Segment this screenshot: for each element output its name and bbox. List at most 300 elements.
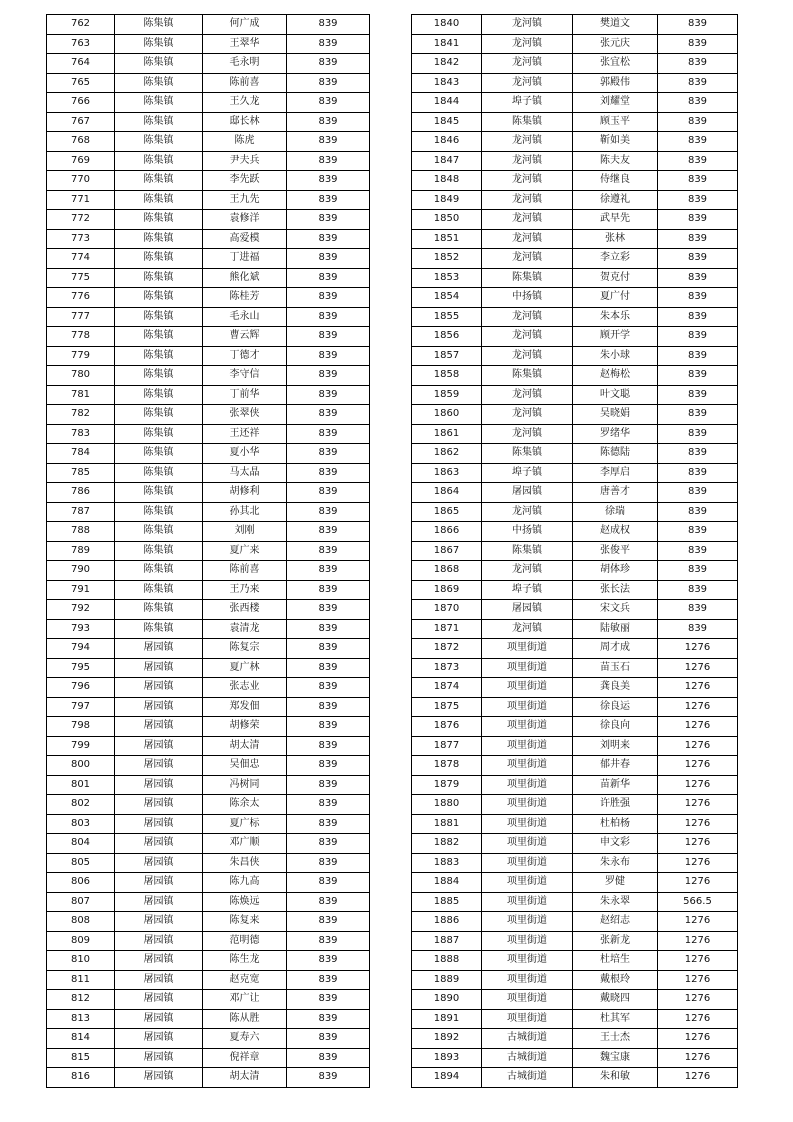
cell-town: 项里街道 xyxy=(482,814,573,834)
cell-town: 屠园镇 xyxy=(115,912,203,932)
cell-index: 1852 xyxy=(412,249,482,269)
cell-index: 1853 xyxy=(412,268,482,288)
cell-index: 1857 xyxy=(412,346,482,366)
cell-town: 陈集镇 xyxy=(115,424,203,444)
cell-town: 龙河镇 xyxy=(482,619,573,639)
cell-name: 陈余太 xyxy=(203,795,287,815)
cell-name: 徐遵礼 xyxy=(573,190,658,210)
table-row xyxy=(47,288,370,308)
table-row xyxy=(47,795,370,815)
cell-name: 刘耀堂 xyxy=(573,93,658,113)
cell-index: 810 xyxy=(47,951,115,971)
cell-town: 项里街道 xyxy=(482,795,573,815)
cell-amount: 839 xyxy=(287,873,370,893)
cell-index: 805 xyxy=(47,853,115,873)
cell-index: 772 xyxy=(47,210,115,230)
cell-name: 张长法 xyxy=(573,580,658,600)
table-row xyxy=(412,502,738,522)
cell-index: 1845 xyxy=(412,112,482,132)
cell-town: 龙河镇 xyxy=(482,385,573,405)
cell-name: 徐瑞 xyxy=(573,502,658,522)
cell-amount: 839 xyxy=(658,424,738,444)
cell-town: 项里街道 xyxy=(482,853,573,873)
cell-name: 朱本乐 xyxy=(573,307,658,327)
table-row xyxy=(47,658,370,678)
cell-index: 802 xyxy=(47,795,115,815)
cell-index: 779 xyxy=(47,346,115,366)
table-row xyxy=(412,717,738,737)
table-row xyxy=(47,502,370,522)
cell-index: 813 xyxy=(47,1009,115,1029)
table-row xyxy=(412,132,738,152)
cell-index: 764 xyxy=(47,54,115,74)
cell-amount: 839 xyxy=(287,190,370,210)
left-table-body xyxy=(47,15,370,1088)
cell-amount: 1276 xyxy=(658,697,738,717)
cell-name: 罗健 xyxy=(573,873,658,893)
table-row xyxy=(412,990,738,1010)
cell-index: 793 xyxy=(47,619,115,639)
cell-index: 1866 xyxy=(412,522,482,542)
cell-town: 陈集镇 xyxy=(482,268,573,288)
table-row xyxy=(47,327,370,347)
cell-name: 李守信 xyxy=(203,366,287,386)
cell-index: 784 xyxy=(47,444,115,464)
cell-town: 屠园镇 xyxy=(115,756,203,776)
cell-index: 1851 xyxy=(412,229,482,249)
cell-name: 顾开学 xyxy=(573,327,658,347)
table-row xyxy=(47,93,370,113)
cell-town: 屠园镇 xyxy=(115,639,203,659)
cell-amount: 1276 xyxy=(658,756,738,776)
cell-amount: 1276 xyxy=(658,639,738,659)
cell-name: 王还祥 xyxy=(203,424,287,444)
cell-town: 陈集镇 xyxy=(115,385,203,405)
cell-town: 陈集镇 xyxy=(115,405,203,425)
cell-index: 785 xyxy=(47,463,115,483)
cell-amount: 839 xyxy=(658,541,738,561)
cell-amount: 839 xyxy=(287,112,370,132)
cell-name: 朱昌侠 xyxy=(203,853,287,873)
cell-name: 陈夫友 xyxy=(573,151,658,171)
cell-index: 1887 xyxy=(412,931,482,951)
cell-amount: 839 xyxy=(287,73,370,93)
cell-amount: 839 xyxy=(287,132,370,152)
table-row xyxy=(412,1048,738,1068)
cell-name: 龚良美 xyxy=(573,678,658,698)
cell-town: 陈集镇 xyxy=(115,307,203,327)
table-row xyxy=(47,814,370,834)
cell-name: 陈德陆 xyxy=(573,444,658,464)
cell-index: 773 xyxy=(47,229,115,249)
cell-name: 冯树同 xyxy=(203,775,287,795)
cell-index: 1844 xyxy=(412,93,482,113)
cell-name: 顾玉平 xyxy=(573,112,658,132)
cell-town: 龙河镇 xyxy=(482,73,573,93)
cell-town: 陈集镇 xyxy=(115,541,203,561)
cell-town: 龙河镇 xyxy=(482,171,573,191)
cell-index: 808 xyxy=(47,912,115,932)
cell-town: 陈集镇 xyxy=(115,619,203,639)
cell-name: 王九先 xyxy=(203,190,287,210)
cell-index: 809 xyxy=(47,931,115,951)
table-row xyxy=(47,190,370,210)
table-row xyxy=(47,541,370,561)
cell-name: 樊道文 xyxy=(573,15,658,35)
cell-town: 中扬镇 xyxy=(482,522,573,542)
cell-name: 高爱模 xyxy=(203,229,287,249)
cell-name: 王久龙 xyxy=(203,93,287,113)
cell-index: 799 xyxy=(47,736,115,756)
cell-index: 798 xyxy=(47,717,115,737)
cell-town: 屠园镇 xyxy=(115,736,203,756)
table-row xyxy=(412,522,738,542)
cell-name: 胡太清 xyxy=(203,736,287,756)
cell-name: 丁进福 xyxy=(203,249,287,269)
cell-amount: 839 xyxy=(658,385,738,405)
table-row xyxy=(412,483,738,503)
table-row xyxy=(412,210,738,230)
cell-name: 徐良运 xyxy=(573,697,658,717)
cell-amount: 839 xyxy=(658,463,738,483)
cell-name: 郑发佃 xyxy=(203,697,287,717)
cell-index: 1846 xyxy=(412,132,482,152)
cell-index: 797 xyxy=(47,697,115,717)
cell-town: 龙河镇 xyxy=(482,54,573,74)
cell-index: 811 xyxy=(47,970,115,990)
table-row xyxy=(412,34,738,54)
cell-town: 项里街道 xyxy=(482,912,573,932)
cell-index: 1872 xyxy=(412,639,482,659)
cell-name: 吴晓娟 xyxy=(573,405,658,425)
cell-amount: 839 xyxy=(287,814,370,834)
cell-amount: 839 xyxy=(287,1009,370,1029)
cell-town: 屠园镇 xyxy=(115,873,203,893)
cell-index: 803 xyxy=(47,814,115,834)
table-row xyxy=(412,463,738,483)
table-row xyxy=(412,307,738,327)
cell-amount: 839 xyxy=(287,93,370,113)
table-row xyxy=(412,1009,738,1029)
cell-name: 刘明来 xyxy=(573,736,658,756)
cell-name: 曹云辉 xyxy=(203,327,287,347)
cell-town: 龙河镇 xyxy=(482,132,573,152)
cell-amount: 839 xyxy=(287,697,370,717)
table-row xyxy=(47,970,370,990)
cell-town: 屠园镇 xyxy=(115,717,203,737)
table-row xyxy=(47,1048,370,1068)
cell-index: 1842 xyxy=(412,54,482,74)
cell-index: 1840 xyxy=(412,15,482,35)
cell-index: 1850 xyxy=(412,210,482,230)
cell-name: 范明德 xyxy=(203,931,287,951)
cell-amount: 839 xyxy=(287,444,370,464)
table-row xyxy=(47,268,370,288)
cell-amount: 839 xyxy=(658,210,738,230)
cell-town: 龙河镇 xyxy=(482,346,573,366)
table-row xyxy=(412,73,738,93)
cell-index: 777 xyxy=(47,307,115,327)
cell-index: 807 xyxy=(47,892,115,912)
cell-amount: 839 xyxy=(287,34,370,54)
cell-name: 孙其北 xyxy=(203,502,287,522)
cell-town: 屠园镇 xyxy=(115,1029,203,1049)
cell-amount: 839 xyxy=(658,405,738,425)
table-row xyxy=(412,678,738,698)
cell-name: 叶文聪 xyxy=(573,385,658,405)
table-row xyxy=(412,268,738,288)
cell-amount: 839 xyxy=(658,93,738,113)
cell-amount: 839 xyxy=(287,463,370,483)
cell-town: 龙河镇 xyxy=(482,502,573,522)
cell-amount: 839 xyxy=(658,151,738,171)
table-row xyxy=(47,405,370,425)
cell-town: 项里街道 xyxy=(482,775,573,795)
cell-index: 1876 xyxy=(412,717,482,737)
cell-amount: 839 xyxy=(287,483,370,503)
cell-town: 龙河镇 xyxy=(482,424,573,444)
cell-town: 项里街道 xyxy=(482,756,573,776)
cell-amount: 1276 xyxy=(658,736,738,756)
cell-amount: 839 xyxy=(287,366,370,386)
cell-amount: 839 xyxy=(658,444,738,464)
cell-name: 陈桂芳 xyxy=(203,288,287,308)
cell-name: 赵绍志 xyxy=(573,912,658,932)
cell-name: 张翠侠 xyxy=(203,405,287,425)
cell-town: 埠子镇 xyxy=(482,580,573,600)
cell-name: 丁德才 xyxy=(203,346,287,366)
cell-amount: 839 xyxy=(287,717,370,737)
cell-town: 项里街道 xyxy=(482,931,573,951)
cell-index: 769 xyxy=(47,151,115,171)
cell-name: 胡体珍 xyxy=(573,561,658,581)
table-row xyxy=(412,600,738,620)
cell-index: 762 xyxy=(47,15,115,35)
cell-town: 屠园镇 xyxy=(482,483,573,503)
cell-town: 项里街道 xyxy=(482,697,573,717)
table-row xyxy=(47,522,370,542)
cell-index: 783 xyxy=(47,424,115,444)
cell-amount: 839 xyxy=(287,151,370,171)
cell-name: 毛永山 xyxy=(203,307,287,327)
table-row xyxy=(412,580,738,600)
cell-amount: 839 xyxy=(287,268,370,288)
cell-name: 胡太清 xyxy=(203,1068,287,1088)
cell-town: 陈集镇 xyxy=(115,561,203,581)
cell-name: 徐良向 xyxy=(573,717,658,737)
table-row xyxy=(47,892,370,912)
cell-name: 杜柏杨 xyxy=(573,814,658,834)
cell-amount: 839 xyxy=(658,132,738,152)
cell-amount: 1276 xyxy=(658,990,738,1010)
cell-amount: 839 xyxy=(287,756,370,776)
cell-amount: 839 xyxy=(287,795,370,815)
cell-name: 夏广来 xyxy=(203,541,287,561)
cell-index: 767 xyxy=(47,112,115,132)
cell-name: 许胜强 xyxy=(573,795,658,815)
cell-name: 夏广付 xyxy=(573,288,658,308)
cell-name: 郁井春 xyxy=(573,756,658,776)
cell-index: 1884 xyxy=(412,873,482,893)
cell-name: 杜培生 xyxy=(573,951,658,971)
cell-index: 1877 xyxy=(412,736,482,756)
cell-name: 朱永翠 xyxy=(573,892,658,912)
cell-amount: 839 xyxy=(287,346,370,366)
cell-town: 陈集镇 xyxy=(115,327,203,347)
cell-name: 朱和敏 xyxy=(573,1068,658,1088)
table-row xyxy=(412,873,738,893)
cell-name: 邓广顺 xyxy=(203,834,287,854)
cell-amount: 839 xyxy=(287,210,370,230)
table-row xyxy=(47,424,370,444)
cell-town: 屠园镇 xyxy=(115,951,203,971)
table-row xyxy=(47,249,370,269)
cell-amount: 839 xyxy=(287,307,370,327)
cell-amount: 1276 xyxy=(658,1029,738,1049)
cell-town: 项里街道 xyxy=(482,717,573,737)
table-row xyxy=(412,424,738,444)
table-row xyxy=(412,834,738,854)
cell-index: 1890 xyxy=(412,990,482,1010)
table-row xyxy=(47,834,370,854)
cell-amount: 839 xyxy=(287,1048,370,1068)
cell-name: 张新龙 xyxy=(573,931,658,951)
cell-town: 陈集镇 xyxy=(115,522,203,542)
cell-town: 中扬镇 xyxy=(482,288,573,308)
cell-index: 1888 xyxy=(412,951,482,971)
cell-town: 陈集镇 xyxy=(115,54,203,74)
cell-town: 陈集镇 xyxy=(115,151,203,171)
cell-amount: 839 xyxy=(658,190,738,210)
cell-name: 刘刚 xyxy=(203,522,287,542)
cell-name: 马太晶 xyxy=(203,463,287,483)
cell-town: 龙河镇 xyxy=(482,249,573,269)
table-row xyxy=(412,951,738,971)
cell-name: 靳如美 xyxy=(573,132,658,152)
cell-town: 屠园镇 xyxy=(482,600,573,620)
cell-index: 1855 xyxy=(412,307,482,327)
cell-amount: 1276 xyxy=(658,658,738,678)
cell-town: 龙河镇 xyxy=(482,229,573,249)
cell-name: 苗玉石 xyxy=(573,658,658,678)
cell-town: 龙河镇 xyxy=(482,561,573,581)
table-row xyxy=(412,795,738,815)
cell-amount: 1276 xyxy=(658,1048,738,1068)
table-row xyxy=(412,190,738,210)
cell-amount: 839 xyxy=(287,541,370,561)
cell-index: 1858 xyxy=(412,366,482,386)
cell-index: 781 xyxy=(47,385,115,405)
cell-name: 胡修荣 xyxy=(203,717,287,737)
cell-amount: 839 xyxy=(287,249,370,269)
table-row xyxy=(47,385,370,405)
cell-amount: 839 xyxy=(287,405,370,425)
table-row xyxy=(412,639,738,659)
cell-name: 朱永布 xyxy=(573,853,658,873)
cell-index: 790 xyxy=(47,561,115,581)
cell-town: 陈集镇 xyxy=(115,463,203,483)
cell-name: 戴根玲 xyxy=(573,970,658,990)
table-row xyxy=(47,912,370,932)
cell-town: 陈集镇 xyxy=(115,483,203,503)
table-row xyxy=(47,366,370,386)
cell-index: 806 xyxy=(47,873,115,893)
table-row xyxy=(47,561,370,581)
cell-index: 1889 xyxy=(412,970,482,990)
cell-town: 屠园镇 xyxy=(115,970,203,990)
cell-amount: 839 xyxy=(287,424,370,444)
cell-name: 毛永明 xyxy=(203,54,287,74)
table-row xyxy=(47,171,370,191)
cell-amount: 839 xyxy=(287,580,370,600)
cell-index: 1879 xyxy=(412,775,482,795)
cell-name: 李厚启 xyxy=(573,463,658,483)
cell-town: 项里街道 xyxy=(482,1009,573,1029)
cell-town: 龙河镇 xyxy=(482,327,573,347)
table-row xyxy=(412,912,738,932)
cell-index: 778 xyxy=(47,327,115,347)
table-row xyxy=(412,1029,738,1049)
cell-index: 800 xyxy=(47,756,115,776)
cell-name: 夏广标 xyxy=(203,814,287,834)
cell-name: 戴晓四 xyxy=(573,990,658,1010)
table-row xyxy=(47,1029,370,1049)
cell-town: 项里街道 xyxy=(482,970,573,990)
table-row xyxy=(412,444,738,464)
cell-amount: 839 xyxy=(658,268,738,288)
cell-index: 795 xyxy=(47,658,115,678)
cell-amount: 839 xyxy=(658,15,738,35)
table-row xyxy=(47,600,370,620)
cell-amount: 1276 xyxy=(658,717,738,737)
cell-name: 尹夫兵 xyxy=(203,151,287,171)
cell-amount: 1276 xyxy=(658,970,738,990)
cell-amount: 1276 xyxy=(658,1009,738,1029)
cell-name: 陈复宗 xyxy=(203,639,287,659)
table-row xyxy=(412,970,738,990)
cell-name: 陈前喜 xyxy=(203,561,287,581)
cell-index: 1894 xyxy=(412,1068,482,1088)
cell-amount: 839 xyxy=(287,658,370,678)
cell-name: 陈从胜 xyxy=(203,1009,287,1029)
cell-name: 邓广让 xyxy=(203,990,287,1010)
cell-index: 1868 xyxy=(412,561,482,581)
cell-name: 陆敏丽 xyxy=(573,619,658,639)
cell-index: 1870 xyxy=(412,600,482,620)
cell-index: 780 xyxy=(47,366,115,386)
cell-name: 何广成 xyxy=(203,15,287,35)
cell-amount: 839 xyxy=(658,366,738,386)
cell-name: 杜其军 xyxy=(573,1009,658,1029)
cell-amount: 839 xyxy=(287,385,370,405)
table-row xyxy=(412,814,738,834)
cell-index: 1841 xyxy=(412,34,482,54)
table-row xyxy=(47,151,370,171)
table-row xyxy=(412,775,738,795)
cell-name: 赵梅松 xyxy=(573,366,658,386)
cell-index: 801 xyxy=(47,775,115,795)
table-row xyxy=(412,892,738,912)
table-row xyxy=(47,463,370,483)
cell-town: 屠园镇 xyxy=(115,1068,203,1088)
cell-town: 屠园镇 xyxy=(115,795,203,815)
cell-town: 项里街道 xyxy=(482,892,573,912)
cell-index: 812 xyxy=(47,990,115,1010)
table-row xyxy=(47,34,370,54)
cell-town: 陈集镇 xyxy=(115,600,203,620)
cell-index: 796 xyxy=(47,678,115,698)
cell-amount: 839 xyxy=(287,990,370,1010)
